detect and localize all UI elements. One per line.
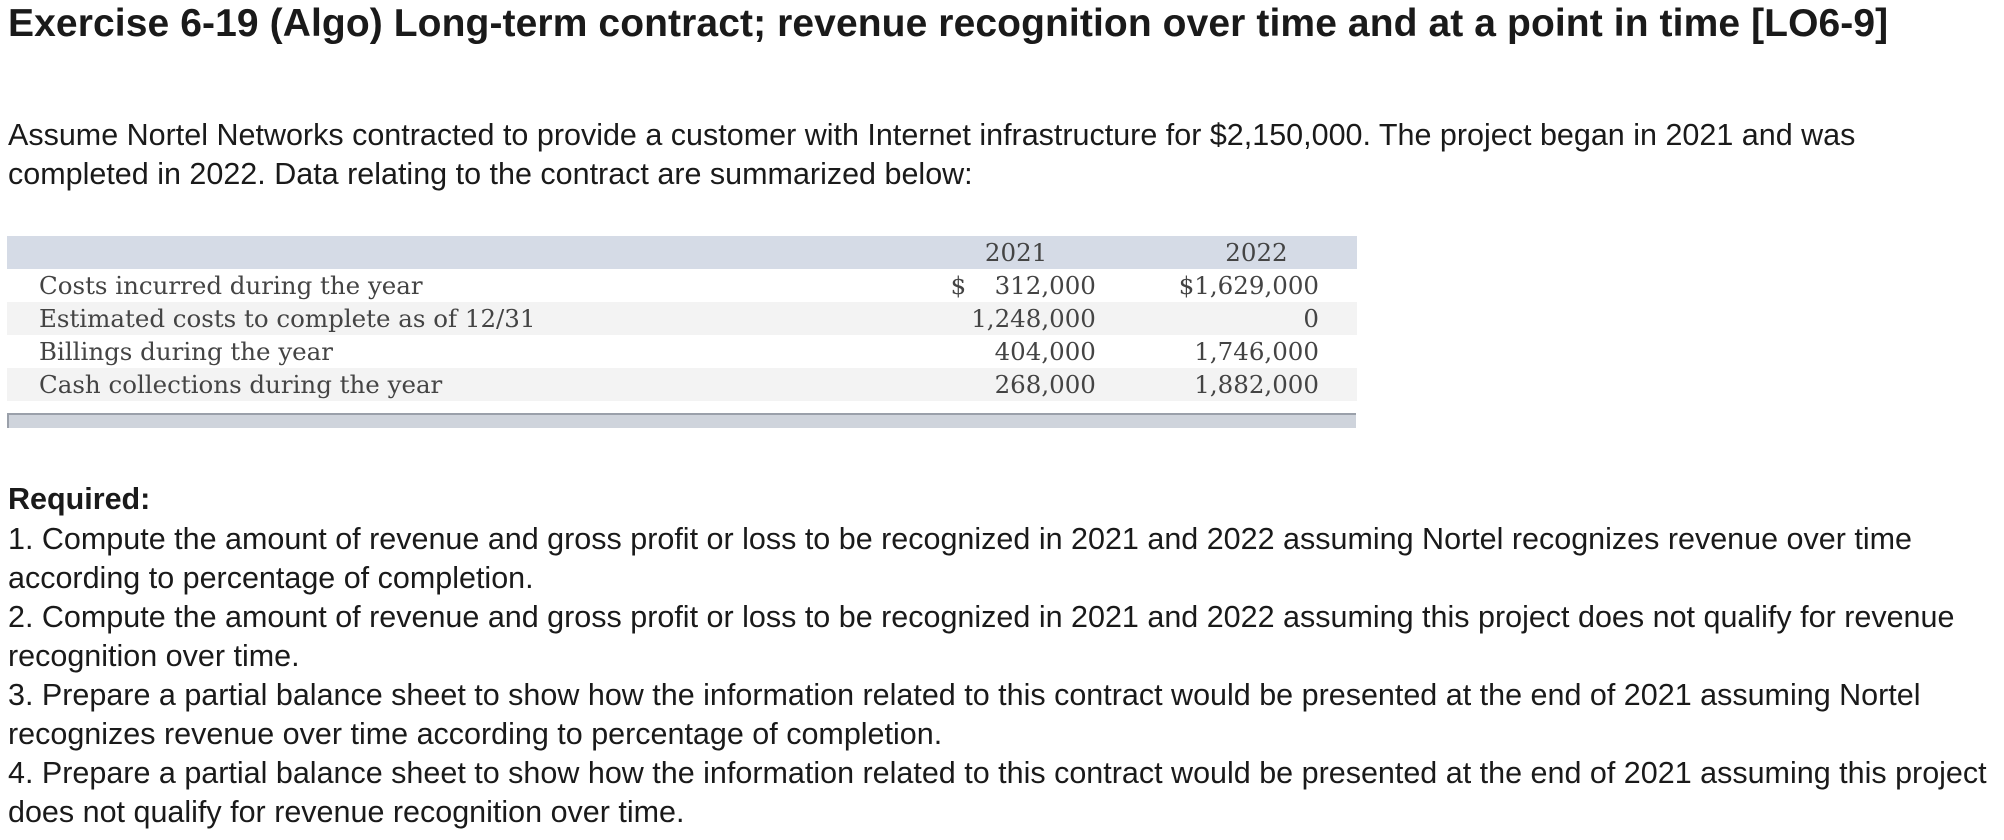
value-2022: $1,629,000 xyxy=(1178,271,1319,300)
requirement-item: 3. Prepare a partial balance sheet to show how the information related to this contract would be presented at the end of 2021 assuming Nortel recognizes revenue over time according to percentage of completion. xyxy=(8,678,1921,751)
requirements-list xyxy=(8,520,1998,832)
intro-paragraph: Assume Nortel Networks contracted to provide a customer with Internet infrastructure for $2,150,000. The project began in 2021 and was completed in 2022. Data relating to the contract are summarized below: xyxy=(8,118,1856,191)
header-2021: 2021 xyxy=(984,238,1048,267)
exercise-title: Exercise 6-19 (Algo) Long-term contract; revenue recognition over time and at a point in time [LO6-9] xyxy=(8,2,1889,45)
value-2021 xyxy=(891,302,1096,335)
value-2021-amount: 404,000 xyxy=(994,337,1096,366)
value-2021 xyxy=(891,269,1096,302)
header-2022: 2022 xyxy=(1225,238,1288,267)
required-heading: Required: xyxy=(8,482,151,516)
value-2022: 1,882,000 xyxy=(1194,370,1319,399)
row-label: Cash collections during the year xyxy=(39,370,443,399)
table-header-row xyxy=(7,236,1357,269)
value-2021 xyxy=(891,335,1096,368)
row-label: Costs incurred during the year xyxy=(39,271,423,300)
table-row xyxy=(7,335,1357,368)
value-2022: 0 xyxy=(1303,304,1319,333)
table-row xyxy=(7,269,1357,302)
value-2022: 1,746,000 xyxy=(1194,337,1319,366)
table-row xyxy=(7,302,1357,335)
contract-data-table xyxy=(7,236,1357,401)
requirement-item: 1. Compute the amount of revenue and gross profit or loss to be recognized in 2021 and 2022 assuming Nortel recognizes revenue over time according to percentage of completion. xyxy=(8,522,1912,595)
table-row xyxy=(7,368,1357,401)
value-2021-amount: 312,000 xyxy=(994,271,1096,300)
currency-prefix: $ xyxy=(950,271,967,300)
requirement-item: 4. Prepare a partial balance sheet to show how the information related to this contract would be presented at the end of 2021 assuming this project does not qualify for revenue recognition over time. xyxy=(8,756,1987,829)
requirement-item: 2. Compute the amount of revenue and gross profit or loss to be recognized in 2021 and 2022 assuming this project does not qualify for revenue recognition over time. xyxy=(8,600,1955,673)
value-2021-amount: 268,000 xyxy=(994,370,1096,399)
value-2021 xyxy=(891,368,1096,401)
value-2021-amount: 1,248,000 xyxy=(971,304,1096,333)
row-label: Estimated costs to complete as of 12/31 xyxy=(39,304,536,333)
header-label-blank xyxy=(7,236,891,269)
table-horizontal-scrollbar[interactable] xyxy=(7,413,1356,428)
row-label: Billings during the year xyxy=(39,337,333,366)
